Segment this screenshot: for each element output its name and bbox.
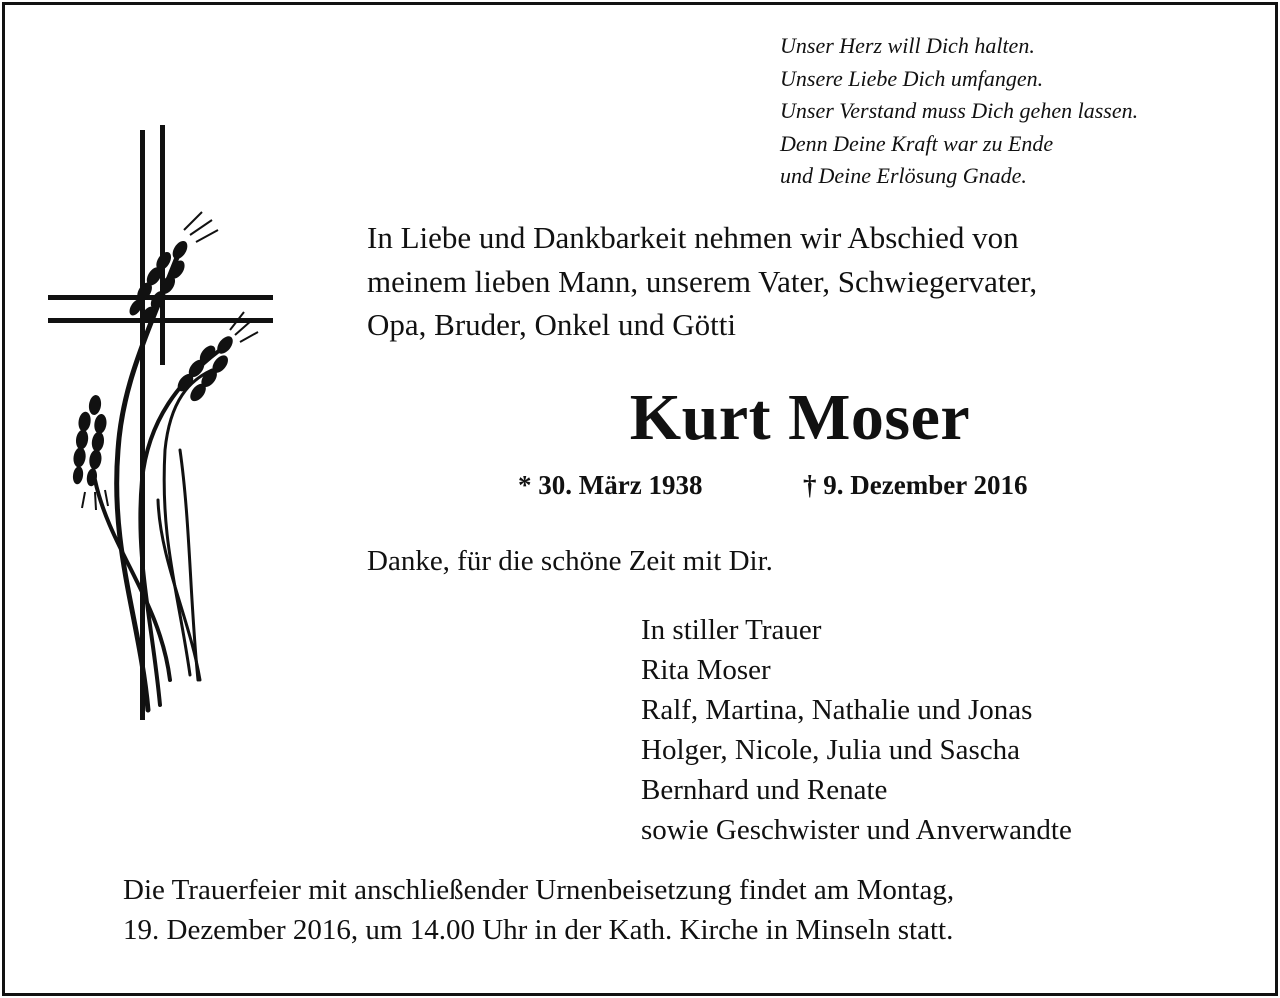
birth-date: * 30. März 1938 bbox=[518, 470, 703, 500]
death-date: † 9. Dezember 2016 bbox=[803, 470, 1028, 500]
mourners-heading: In stiller Trauer bbox=[641, 614, 822, 646]
poem-line: Unser Verstand muss Dich gehen lassen. bbox=[780, 98, 1139, 123]
mourners-list bbox=[641, 610, 1072, 850]
poem-line: Unsere Liebe Dich umfangen. bbox=[780, 65, 1044, 91]
mourner-entry: sowie Geschwister und Anverwandte bbox=[641, 814, 1072, 846]
deceased-name: Kurt Moser bbox=[629, 381, 971, 454]
mourner-entry: Holger, Nicole, Julia und Sascha bbox=[641, 734, 1020, 766]
poem bbox=[780, 30, 1138, 193]
poem-line: Unser Herz will Dich halten. bbox=[780, 33, 1035, 58]
service-line: Die Trauerfeier mit anschließender Urnenbeisetzung findet am Montag, bbox=[123, 874, 955, 906]
poem-line: Denn Deine Kraft war zu Ende bbox=[780, 130, 1054, 156]
intro-line: Opa, Bruder, Onkel und Götti bbox=[367, 307, 736, 342]
poem-line: und Deine Erlösung Gnade. bbox=[780, 163, 1027, 188]
thanks-line: Danke, für die schöne Zeit mit Dir. bbox=[367, 545, 773, 577]
mourner-entry: Rita Moser bbox=[641, 654, 771, 686]
intro-line: meinem lieben Mann, unserem Vater, Schwiegervater, bbox=[367, 263, 1038, 299]
service-info bbox=[123, 870, 954, 950]
mourner-entry: Ralf, Martina, Nathalie und Jonas bbox=[641, 694, 1033, 726]
intro-line: In Liebe und Dankbarkeit nehmen wir Abschied von bbox=[367, 220, 1019, 255]
mourner-entry: Bernhard und Renate bbox=[641, 774, 888, 806]
intro-text bbox=[367, 216, 1037, 347]
service-line: 19. Dezember 2016, um 14.00 Uhr in der Kath. Kirche in Minseln statt. bbox=[123, 914, 954, 946]
